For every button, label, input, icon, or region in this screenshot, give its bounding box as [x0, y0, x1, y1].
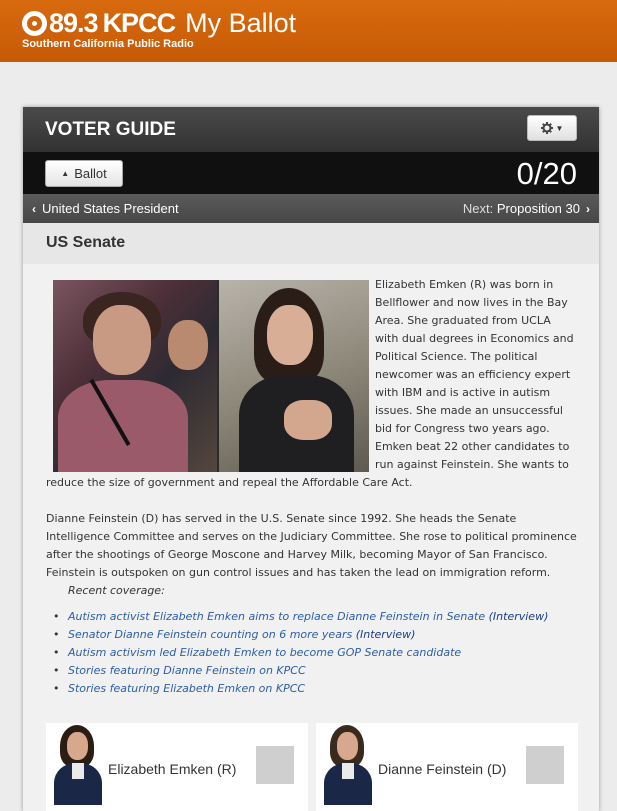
voter-guide-panel	[23, 107, 599, 811]
emken-bio: Elizabeth Emken (R) was born in Bellflower and now lives in the Bay Area. She graduated from UCLA with dual degrees in Economics and Political Science. The political newcomer was an efficiency expert with IBM and is active in autism issues. She made an unsuccessful bid for Congress two years ago. Emken beat 22 other candidates to run against Feinstein. She wants to reduce the size of government and repeal the Affordable Care Act.	[46, 278, 574, 489]
link-tag[interactable]: (Interview)	[488, 610, 549, 623]
emken-photo	[219, 280, 369, 472]
chevron-up-icon: ▲	[61, 169, 70, 178]
race-title-bar	[23, 223, 599, 264]
next-race-link[interactable]	[463, 201, 590, 216]
race-description	[23, 264, 599, 698]
prev-race-link[interactable]	[32, 201, 179, 216]
list-item	[53, 644, 577, 662]
chevron-left-icon: ‹	[32, 201, 36, 216]
candidates-photo	[53, 280, 369, 472]
avatar	[54, 723, 102, 805]
candidate-card-emken[interactable]	[46, 723, 308, 811]
next-prefix: Next:	[462, 201, 494, 216]
select-checkbox[interactable]	[526, 746, 564, 784]
panel-header	[23, 107, 599, 152]
logo-tagline: Southern California Public Radio	[22, 38, 194, 50]
list-item	[53, 626, 577, 644]
list-item	[53, 680, 577, 698]
chevron-right-icon: ›	[586, 201, 590, 216]
logo-frequency: 89.3	[49, 7, 98, 38]
site-header	[0, 0, 617, 62]
progress-bar-row	[23, 152, 599, 194]
list-item	[53, 608, 577, 626]
candidate-name: Dianne Feinstein (D)	[378, 761, 507, 777]
race-navigation	[23, 194, 599, 223]
feinstein-bio: Dianne Feinstein (D) has served in the U.S. Senate since 1992. She heads the Senate Intelligence Committee and serves on the Judiciary Committee. She rose to political prominence after the shootings of George Moscone and Harvey Milk, becoming Mayor of San Francisco. Feinstein is outspoken on gun control issues and has taken the lead on immigration reform.	[46, 512, 577, 579]
select-checkbox[interactable]	[256, 746, 294, 784]
next-race-label: Proposition 30	[496, 201, 580, 216]
feinstein-photo	[53, 280, 217, 472]
prev-race-label: United States President	[42, 201, 179, 216]
kpcc-logo[interactable]	[22, 7, 296, 57]
coverage-link[interactable]: Stories featuring Elizabeth Emken on KPCC	[68, 682, 306, 695]
caret-down-icon: ▼	[555, 123, 564, 133]
kpcc-o-icon	[22, 11, 47, 36]
app-name: My Ballot	[185, 7, 297, 38]
candidate-cards	[46, 723, 576, 811]
progress-count: 0/20	[516, 156, 577, 191]
coverage-link[interactable]: Senator Dianne Feinstein counting on 6 more years	[68, 628, 353, 641]
logo-callsign: KPCC	[102, 7, 176, 38]
coverage-links	[53, 608, 577, 698]
coverage-link[interactable]: Autism activism led Elizabeth Emken to become GOP Senate candidate	[68, 646, 462, 659]
ballot-button-label: Ballot	[74, 166, 107, 181]
recent-coverage-label: Recent coverage:	[68, 584, 165, 597]
coverage-link[interactable]: Autism activist Elizabeth Emken aims to replace Dianne Feinstein in Senate	[68, 610, 486, 623]
panel-title: VOTER GUIDE	[45, 119, 176, 140]
candidate-name: Elizabeth Emken (R)	[108, 761, 237, 777]
race-title: US Senate	[46, 234, 126, 251]
avatar	[324, 723, 372, 805]
settings-button[interactable]	[527, 115, 577, 141]
coverage-link[interactable]: Stories featuring Dianne Feinstein on KPCC	[68, 664, 306, 677]
link-tag[interactable]: (Interview)	[355, 628, 416, 641]
candidate-card-feinstein[interactable]	[316, 723, 578, 811]
list-item	[53, 662, 577, 680]
gear-icon	[541, 122, 553, 134]
ballot-button[interactable]	[45, 160, 123, 187]
